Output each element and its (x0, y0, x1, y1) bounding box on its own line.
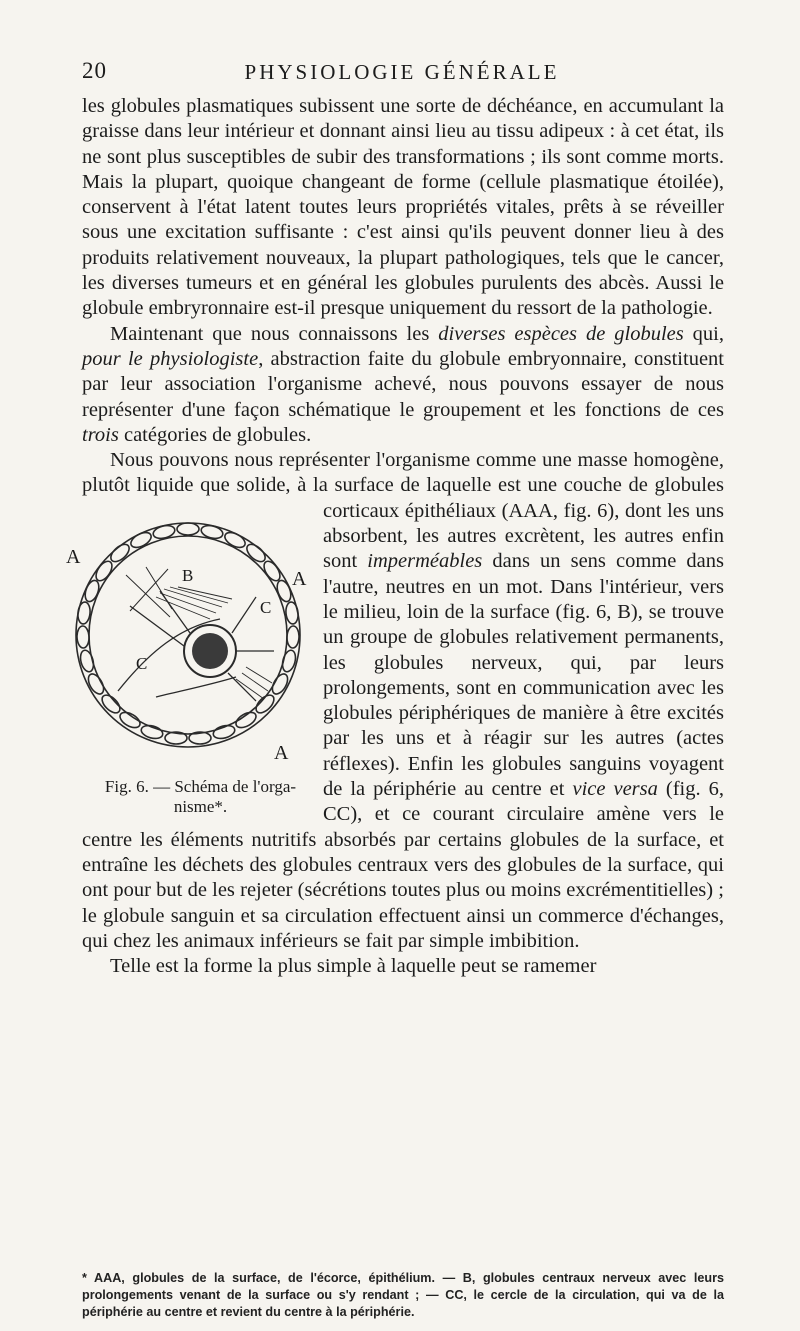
page-header (82, 58, 722, 88)
label-a-bottom: A (274, 741, 289, 764)
paragraph-3-lead: Nous pouvons nous représenter l'organisme comme une masse homogène, plutôt liquide que solide, à la surface de laquelle est une (82, 449, 724, 497)
epithelial-cells-ring (77, 523, 300, 744)
paragraph-2-emphasis-2: pour le physiologiste (82, 347, 259, 370)
paragraph-3-emphasis-2: vice versa (572, 778, 658, 801)
figure-caption-line-1: Fig. 6. — Schéma de l'orga- (104, 776, 297, 796)
paragraph-2-text-a: Maintenant que nous connaissons les (110, 322, 439, 345)
organism-schema-diagram (60, 501, 313, 771)
nerve-center-globules (126, 567, 274, 701)
paragraph-3-text-b: dans un sens comme dans l'autre, neutres en un mot. Dans l'intérieur, vers le milieu, loin de la surface (fig. 6, B), se trouve un groupe de globules relativement permanents, les globules nerveux, qui, par leurs prolongements, sont en communication avec les globules périphériques de manière à être excités par les uns et à réagir sur les autres (actes réflexes). Enfin les globules sanguins voyagent de la périphérie au centre et (323, 550, 724, 801)
paragraph-3-rest: couche de globules corticaux épithéliaux (AAA, fig. 6), dont les uns absorbent, les autres excrètent, les autres enfin sont (323, 474, 724, 573)
page-number: 20 (82, 58, 107, 83)
circulation-cycle (118, 569, 236, 697)
paragraph-2-text-d: catégories de globules. (118, 423, 312, 446)
label-c-left: C (136, 653, 148, 673)
figure-6 (60, 501, 313, 827)
paragraph-4: Telle est la forme la plus simple à laquelle peut se ramemer (110, 955, 597, 978)
figure-caption (60, 777, 313, 817)
label-b: B (182, 565, 194, 585)
paragraph-2-text-c: , abstraction faite du globule embryonnaire, constituent par leur association l'organisme achevé, nous pouvons essayer de nous représenter d'une façon schématique le groupement et les fonctions de ces (82, 347, 724, 421)
paragraph-2-emphasis-3: trois (82, 423, 119, 446)
paragraph-3-emphasis-1: imperméables (367, 550, 483, 573)
label-a-right: A (292, 567, 307, 590)
footnote: * AAA, globules de la surface, de l'écorce, épithélium. — B, globules centraux nerveux avec leurs prolongements venant de la surface ou s'y rendant ; — CC, le cercle de la circulation, qui va de la périphérie au centre et revient du centre à la périphérie. (82, 1271, 724, 1319)
paragraph-3 (66, 448, 724, 954)
outer-membrane-circle (76, 523, 300, 747)
paragraph-1: les globules plasmatiques subissent une sorte de déchéance, en accumulant la graisse dans leur intérieur et donnant ainsi lieu au tissu adipeux : à cet état, ils ne sont plus susceptibles de subir des transformations ; ils sont comme morts. Mais la plupart, quoique changeant de forme (cellule plasmatique étoilée), conservent à l'état latent toutes leurs propriétés vitales, prêts à se réveiller sous une excitation suffisante : c'est ainsi qu'ils peuvent donner lieu à des produits relativement nouveaux, la plupart pathologiques, tels que le cancer, les diverses tumeurs et en général les globules purulents des abcès. Aussi le globule embryronnaire est-il presque uniquement du ressort de la pathologie. (82, 95, 724, 320)
paragraph-3-text-c: (fig. 6, CC), et ce courant circulaire amène vers le centre les éléments nutritifs absorbés par certains globules de la surface, et entraîne les déchets des globules centraux vers des globules de la surface, qui ont pour but de les rejeter (sécrétions toutes plus ou moins excrémentitielles) ; le globule sanguin et sa circulation effectuent ainsi un commerce d'échanges, qui chez les animaux inférieurs se fait par simple imbibition. (82, 778, 724, 952)
paragraph-2-text-b: qui, (683, 322, 724, 345)
body-text (66, 94, 724, 979)
figure-caption-line-2: nisme*. (173, 796, 228, 816)
paragraph-2 (82, 322, 724, 448)
label-c-right: C (260, 597, 272, 617)
paragraph-2-emphasis-1: diverses espèces de globules (438, 322, 684, 345)
label-a-left: A (66, 545, 81, 568)
running-title: PHYSIOLOGIE GÉNÉRALE (244, 60, 560, 84)
